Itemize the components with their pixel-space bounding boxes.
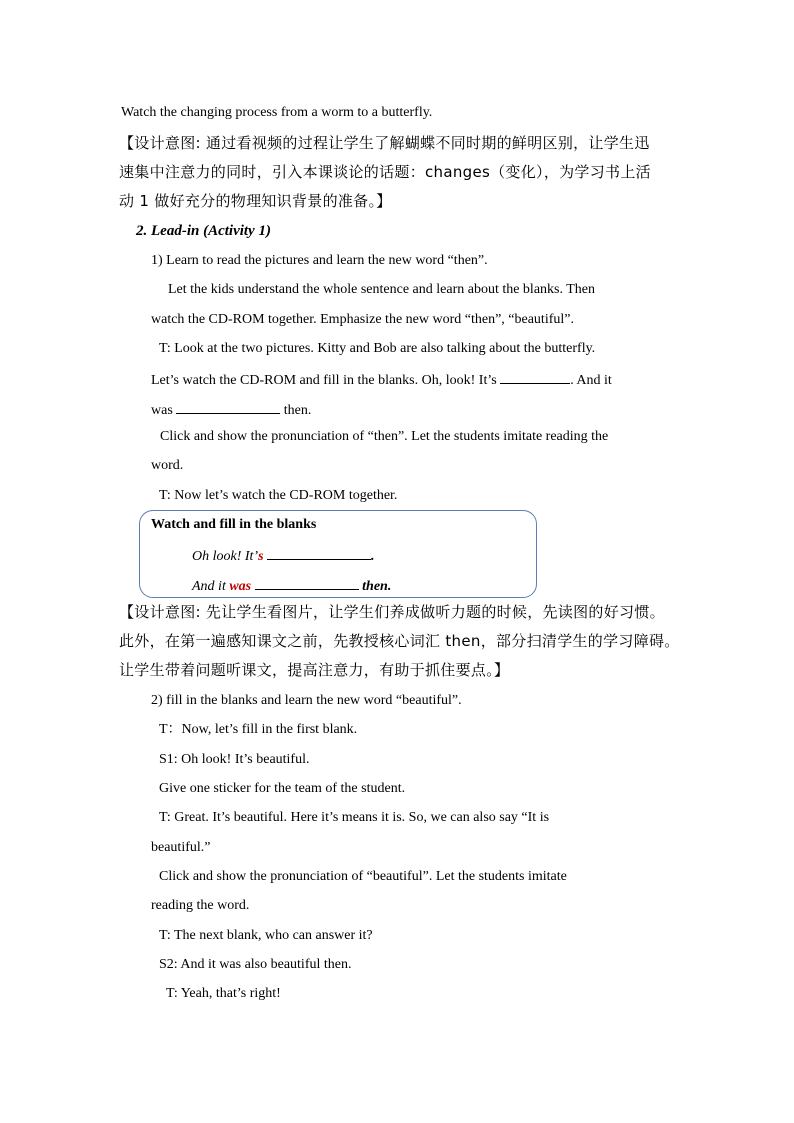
fill-blank-2 (176, 399, 280, 414)
box-sentence-2-highlight: was (229, 579, 252, 594)
step1-paragraph4: T: Now let’s watch the CD-ROM together. (159, 488, 398, 503)
box-sentence-1-highlight: s (258, 549, 264, 564)
step2-click-line2: reading the word. (151, 898, 250, 913)
intro-sentence: Watch the changing process from a worm to a butterfly. (121, 105, 433, 120)
design-intent-1-line-3: 动 1 做好充分的物理知识背景的准备。】 (119, 192, 392, 210)
box-sentence-1-pre: Oh look! It’ (192, 549, 259, 564)
step1-paragraph2-line3-tail: then. (283, 403, 312, 418)
box-sentence-2 (192, 575, 391, 596)
step1-paragraph2-line1: T: Look at the two pictures. Kitty and Bob are also talking about the butterfly. (159, 341, 596, 356)
step1-paragraph2-line2 (151, 369, 612, 390)
step2-click-line1: Click and show the pronunciation of “beautiful”. Let the students imitate (159, 869, 567, 884)
step2-teacher-2-line2: beautiful.” (151, 840, 211, 855)
step2-teacher-2-line1: T: Great. It’s beautiful. Here it’s means it is. So, we can also say “It is (159, 810, 550, 825)
step1-paragraph2-line2-tail: . And it (570, 373, 612, 388)
box-blank-1 (267, 545, 371, 560)
step2-teacher-1: T：Now, let’s fill in the first blank. (159, 722, 358, 737)
step2-student-2: S2: And it was also beautiful then. (159, 957, 352, 972)
step1-paragraph3-line2: word. (151, 458, 184, 473)
box-sentence-1-post: . (371, 549, 375, 564)
section-heading: 2. Lead-in (Activity 1) (136, 223, 271, 239)
box-sentence-1 (192, 545, 375, 566)
box-title: Watch and fill in the blanks (151, 517, 317, 532)
step1-paragraph2-line3 (151, 399, 311, 420)
step1-paragraph1-line2: watch the CD-ROM together. Emphasize the new word “then”, “beautiful”. (151, 312, 574, 327)
design-intent-1-line-2: 速集中注意力的同时，引入本课谈论的话题：changes（变化），为学习书上活 (119, 163, 651, 181)
design-intent-2-line-3: 让学生带着问题听课文，提高注意力，有助于抓住要点。】 (119, 661, 510, 679)
step2-teacher-3: T: The next blank, who can answer it? (159, 928, 373, 943)
box-sentence-2-pre: And it (192, 579, 230, 594)
step2-title: 2) fill in the blanks and learn the new word “beautiful”. (151, 693, 462, 708)
step1-paragraph2-line3-word: was (151, 403, 173, 418)
step2-student-1: S1: Oh look! It’s beautiful. (159, 752, 310, 767)
fill-blank-1 (500, 369, 570, 384)
step2-teacher-4: T: Yeah, that’s right! (166, 986, 281, 1001)
design-intent-2-line-2: 此外，在第一遍感知课文之前，先教授核心词汇 then，部分扫清学生的学习障碍。 (119, 632, 680, 650)
step1-paragraph2-line2-text: Let’s watch the CD-ROM and fill in the blanks. Oh, look! It’s (151, 373, 497, 388)
design-intent-1-line-1: 【设计意图: 通过看视频的过程让学生了解蝴蝶不同时期的鲜明区别，让学生迅 (119, 134, 650, 152)
step1-paragraph1-line1: Let the kids understand the whole sentence and learn about the blanks. Then (168, 282, 595, 297)
box-sentence-2-post: then. (362, 579, 392, 594)
step1-title: 1) Learn to read the pictures and learn the new word “then”. (151, 253, 488, 268)
step1-paragraph3-line1: Click and show the pronunciation of “then”. Let the students imitate reading the (160, 429, 609, 444)
design-intent-2-line-1: 【设计意图: 先让学生看图片，让学生们养成做听力题的时候，先读图的好习惯。 (119, 603, 665, 621)
step2-give-sticker: Give one sticker for the team of the student. (159, 781, 406, 796)
box-blank-2 (255, 575, 359, 590)
